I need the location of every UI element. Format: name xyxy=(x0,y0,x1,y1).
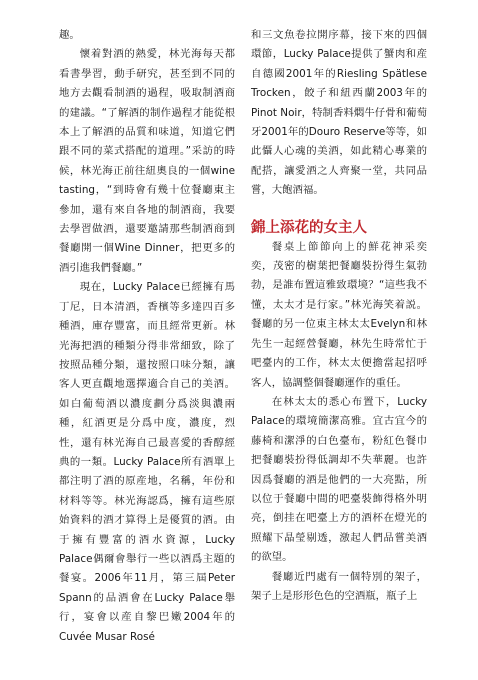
paragraph: 懷着對酒的熱愛，林光海每天都看書學習，動手研究，甚至到不同的地方去觀看制酒的過程，吸取制酒商的建議。“了解酒的制作過程才能從根本上了解酒的品質和味道，知道它們跟不同的菜式搭配的道理。”采訪的時候，林光海正前往紐奧良的一個wine tasting，“到時會有幾十位餐廳東主參加，還有來自各地的制酒商，我要去學習做酒，還要邀請那些制酒商到餐廳開一個Wine Dinner，把更多的酒引進我們餐廳。” xyxy=(59,48,235,274)
paragraph: 餐桌上節節向上的鮮花神采奕奕，茂密的樹葉把餐廳裝扮得生氣勃勃，是誰布置這雅致環境？“這些我不懂，太太才是行家。”林光海笑着説。餐廳的另一位東主林太太Evelyn和林先生一起經營餐廳，林先生時常忙于吧臺内的工作，林太太便擔當起招呼客人，協調整個餐廳運作的重任。 xyxy=(251,240,427,389)
paragraph: 和三文魚卷拉開序幕，接下來的四個環節，Lucky Palace提供了蟹肉和産自德國2001年的Riesling Spätlese Trocken，餃子和紐西蘭2003年的Pinot Noir，特制香料燜牛仔骨和葡萄牙2001年的Douro Reserve等等，如此懾人心魂的美酒，如此精心專業的配搭，讓愛酒之人齊聚一堂，共同品嘗，大飽酒福。 xyxy=(251,29,427,197)
paragraph: 現在，Lucky Palace已經擁有馬丁尼，日本清酒，香檳等多達四百多種酒，庫存豐富，而且經常更新。林光海把酒的種類分得非常細致，除了按照品種分類，還按照口味分類，讓客人更直觀地選擇適合自己的美酒。如白葡萄酒以濃度劃分爲淡與濃兩種，紅酒更是分爲中度，濃度，烈性，還有林光海自己最喜愛的香醇經典的一類。Lucky Palace所有酒單上都注明了酒的原産地，名稱，年份和材料等等。林光海認爲，擁有這些原始資料的酒才算得上是優質的酒。由于擁有豐富的酒水資源，Lucky Palace偶爾會舉行一些以酒爲主題的餐宴。2006年11月，第三屆Peter Spann的品酒會在Lucky Palace舉行，宴會以産自黎巴嫩2004年的Cuvée Musar Rosé xyxy=(59,281,235,643)
right-column xyxy=(251,26,427,606)
section-heading: 錦上添花的女主人 xyxy=(251,218,367,236)
paragraph: 在林太太的悉心布置下，Lucky Palace的環境簡潔高雅。宜古宜今的藤椅和潔淨的白色臺布，粉紅色餐巾把餐廳裝扮得低調却不失華麗。也許因爲餐廳的酒是他們的一大亮點，所以位于餐廳中間的吧臺裝飾得格外明亮，倒挂在吧臺上方的酒杯在燈光的照耀下晶瑩剔透，激起人們品嘗美酒的欲望。 xyxy=(251,395,427,564)
paragraph: 趣。 xyxy=(59,29,80,41)
paragraph: 餐廳近門處有一個特別的架子，架子上是形形色色的空酒瓶，瓶子上 xyxy=(251,570,427,602)
left-column xyxy=(59,26,235,647)
